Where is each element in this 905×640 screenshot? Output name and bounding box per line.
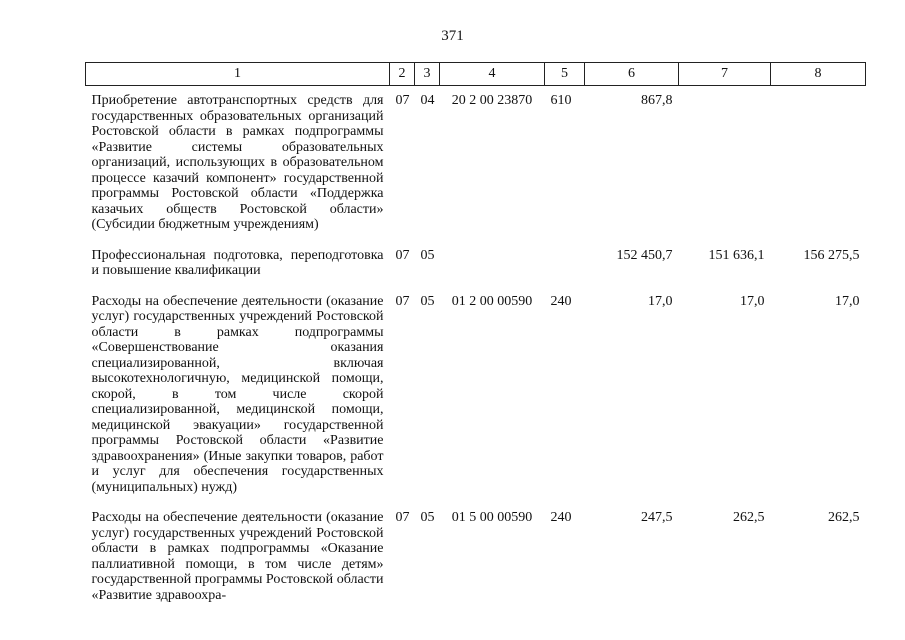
expense-type-cell: 610 bbox=[550, 93, 572, 108]
header-col-2: 2 bbox=[390, 63, 415, 86]
row-name-cell: Расходы на обеспечение деятельности (оказание услуг) государственных учреждений Ростовской области в рамках подпрограммы «Оказание паллиативной помощи, в том числе детям» государственной программы Ростовской области «Развитие здравоохра- bbox=[91, 510, 384, 603]
row-name-cell: Профессиональная подготовка, переподготовка и повышение квалификации bbox=[91, 247, 384, 278]
table-row bbox=[86, 287, 866, 504]
budget-table bbox=[85, 62, 866, 611]
row-name-cell: Расходы на обеспечение деятельности (оказание услуг) государственных учреждений Ростовской области в рамках подпрограммы «Совершенствование оказания специализированной, включая высокотехнологичную, медицинской помощи, скорой, в том числе скорой специализированной, медицинской помощи, медицинской эвакуации» государственной программы Ростовской области «Развитие здравоохранения» (Иные закупки товаров, работ и услуг для обеспечения государственных (муниципальных) нужд) bbox=[91, 293, 384, 495]
target-article-cell: 20 2 00 23870 bbox=[451, 93, 533, 108]
target-article-cell: 01 5 00 00590 bbox=[451, 510, 533, 525]
amount-year3-cell: 17,0 bbox=[835, 293, 860, 309]
amount-year2-cell: 17,0 bbox=[740, 293, 765, 309]
header-col-4: 4 bbox=[440, 63, 545, 86]
page-number: 371 bbox=[441, 28, 464, 44]
table-header bbox=[86, 63, 866, 86]
expense-type-cell: 240 bbox=[550, 510, 572, 525]
amount-year1-cell: 152 450,7 bbox=[616, 247, 673, 263]
amount-year3-cell: 156 275,5 bbox=[803, 247, 860, 263]
section-code-cell: 07 bbox=[395, 510, 410, 525]
section-code-cell: 07 bbox=[395, 247, 410, 263]
header-col-5: 5 bbox=[545, 63, 585, 86]
table-row bbox=[86, 503, 866, 611]
amount-year2-cell bbox=[679, 86, 771, 241]
target-article-cell: 01 2 00 00590 bbox=[451, 293, 533, 309]
row-name-cell: Приобретение автотранспортных средств для государственных образовательных организаций Ростовской области в рамках подпрограммы «Развитие системы образовательных организаций, использующих в образовательном процессе казачий компонент» государственной программы Ростовской области «Поддержка казачьих обществ Ростовской области» (Субсидии бюджетным учреждениям) bbox=[91, 93, 384, 232]
amount-year1-cell: 17,0 bbox=[648, 293, 673, 309]
expense-type-cell: 240 bbox=[550, 293, 572, 309]
table-row bbox=[86, 241, 866, 287]
amount-year1-cell: 867,8 bbox=[641, 93, 673, 108]
amount-year3-cell bbox=[771, 86, 866, 241]
amount-year3-cell: 262,5 bbox=[828, 510, 860, 525]
amount-year1-cell: 247,5 bbox=[641, 510, 673, 525]
amount-year2-cell: 262,5 bbox=[733, 510, 765, 525]
section-code-cell: 07 bbox=[395, 93, 410, 108]
header-col-6: 6 bbox=[585, 63, 679, 86]
subsection-code-cell: 05 bbox=[420, 247, 435, 263]
amount-year2-cell: 151 636,1 bbox=[708, 247, 765, 263]
header-col-7: 7 bbox=[679, 63, 771, 86]
subsection-code-cell: 05 bbox=[420, 293, 435, 309]
header-row bbox=[86, 63, 866, 86]
header-col-8: 8 bbox=[771, 63, 866, 86]
header-col-1: 1 bbox=[86, 63, 390, 86]
target-article-cell bbox=[440, 241, 545, 287]
table-row bbox=[86, 86, 866, 241]
subsection-code-cell: 05 bbox=[420, 510, 435, 525]
header-col-3: 3 bbox=[415, 63, 440, 86]
expense-type-cell bbox=[545, 241, 585, 287]
subsection-code-cell: 04 bbox=[420, 93, 435, 108]
section-code-cell: 07 bbox=[395, 293, 410, 309]
table-body bbox=[86, 86, 866, 612]
